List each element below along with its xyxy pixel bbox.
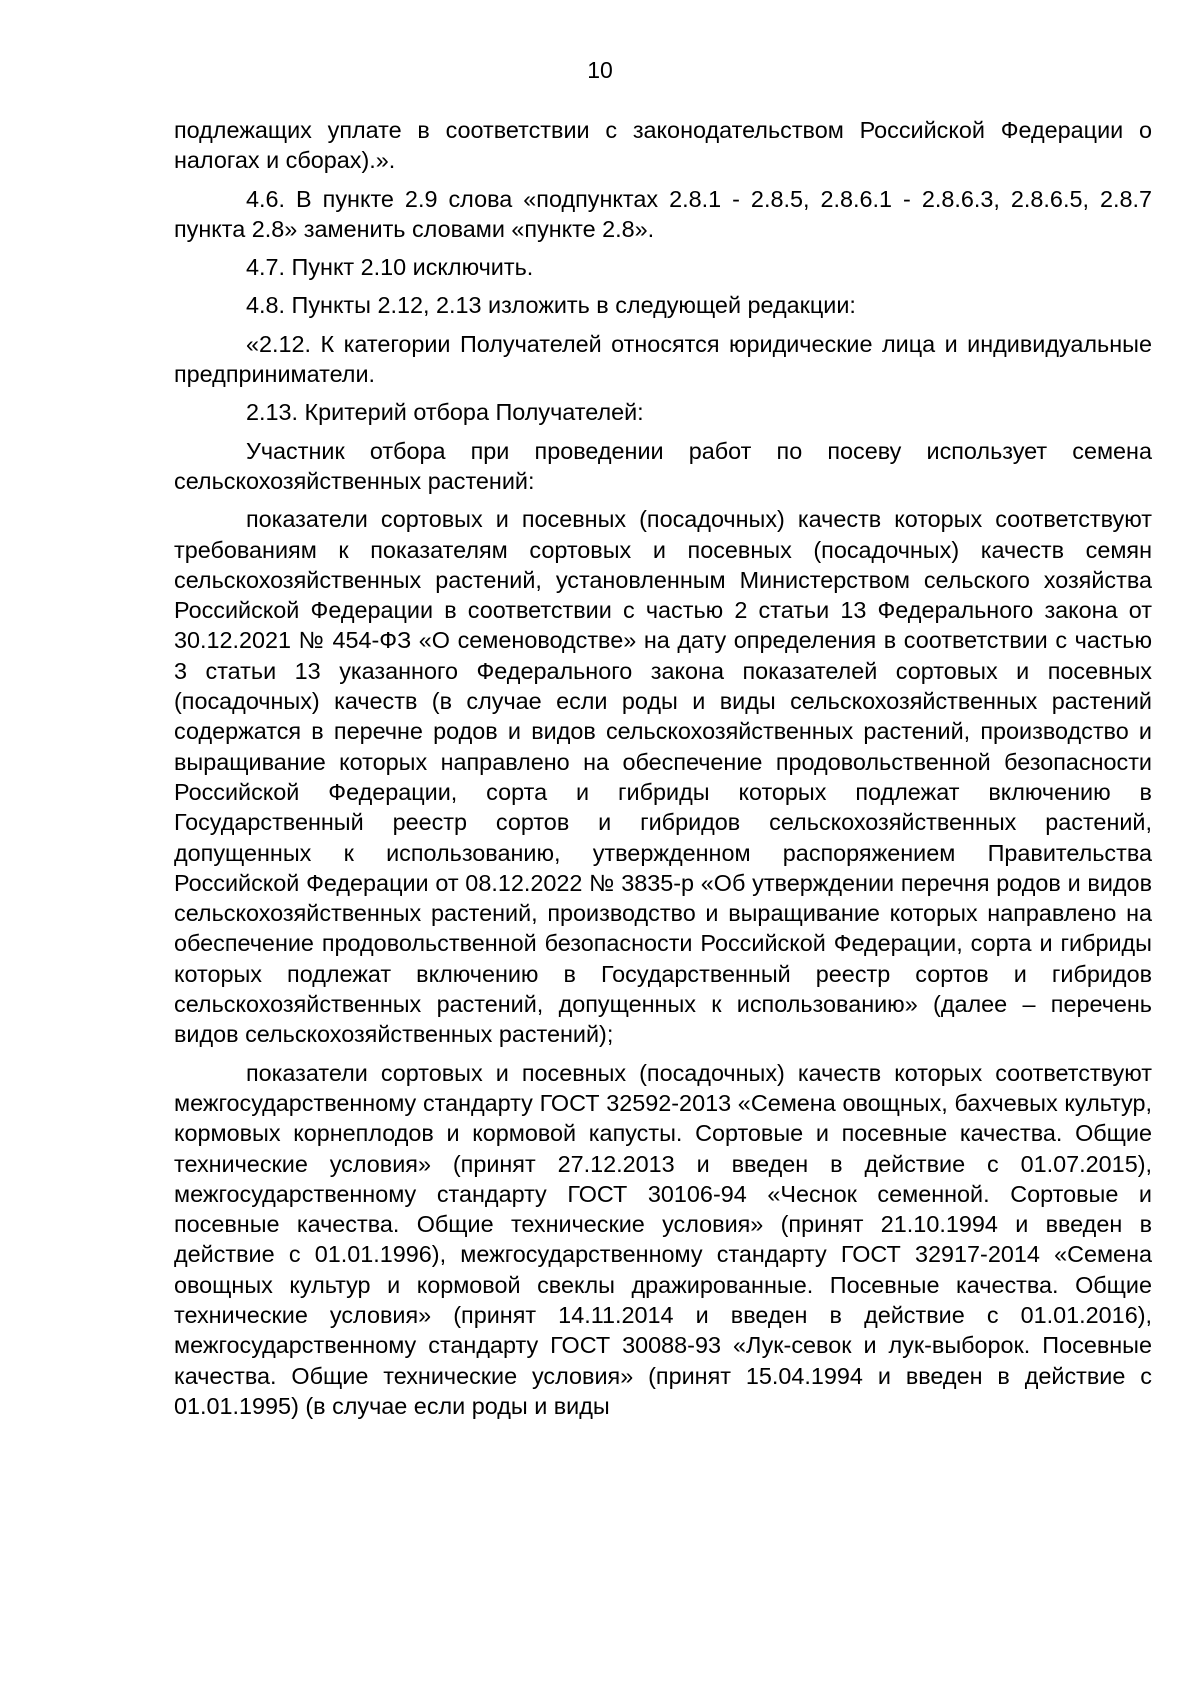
- page-number: 10: [587, 57, 613, 83]
- paragraph-item-2-12: «2.12. К категории Получателей относятся юридические лица и индивидуальные предприниматели.: [174, 330, 1152, 388]
- paragraph-item-4-6: 4.6. В пункте 2.9 слова «подпунктах 2.8.1 - 2.8.5, 2.8.6.1 - 2.8.6.3, 2.8.6.5, 2.8.7 пункта 2.8» заменить словами «пункте 2.8».: [174, 185, 1152, 242]
- paragraph-item-4-7: 4.7. Пункт 2.10 исключить.: [246, 254, 534, 281]
- paragraph-indicators-gost: показатели сортовых и посевных (посадочных) качеств которых соответствуют межгосударственному стандарту ГОСТ 32592-2013 «Семена овощных, бахчевых культур, кормовых корнеплодов и кормовой капусты. Сортовые и посевные качества. Общие технические условия» (принят 27.12.2013 и введен в действие с 01.07.2015), межгосударственному стандарту ГОСТ 30106-94 «Чеснок семенной. Сортовые и посевные качества. Общие технические условия» (принят 21.10.1994 и введен в действие с 01.01.1996), межгосударственному стандарту ГОСТ 32917-2014 «Семена овощных культур и кормовой свеклы дражированные. Посевные качества. Общие технические условия» (принят 14.11.2014 и введен в действие с 01.01.2016), межгосударственному стандарту ГОСТ 30088-93 «Лук-севок и лук-выборок. Посевные качества. Общие технические условия» (принят 15.04.1994 и введен в действие с 01.01.1995) (в случае если роды и виды: [174, 1059, 1152, 1419]
- paragraph-item-4-8: 4.8. Пункты 2.12, 2.13 изложить в следующей редакции:: [246, 292, 856, 319]
- paragraph-seeds-intro: Участник отбора при проведении работ по посеву использует семена сельскохозяйственных растений:: [174, 437, 1152, 494]
- document-body: [174, 115, 1152, 1429]
- paragraph-indicators-requirements: показатели сортовых и посевных (посадочных) качеств которых соответствуют требованиям к показателям сортовых и посевных (посадочных) качеств семян сельскохозяйственных растений, установленным Министерством сельского хозяйства Российской Федерации в соответствии с частью 2 статьи 13 Федерального закона от 30.12.2021 № 454-ФЗ «О семеноводстве» на дату определения в соответствии с частью 3 статьи 13 указанного Федерального закона показателей сортовых и посевных (посадочных) качеств (в случае если роды и виды сельскохозяйственных растений содержатся в перечне родов и видов сельскохозяйственных растений, производство и выращивание которых направлено на обеспечение продовольственной безопасности Российской Федерации, сорта и гибриды которых подлежат включению в Государственный реестр сортов и гибридов сельскохозяйственных растений, допущенных к использованию, утвержденном распоряжением Правительства Российской Федерации от 08.12.2022 № 3835-р «Об утверждении перечня родов и видов сельскохозяйственных растений, производство и выращивание которых направлено на обеспечение продовольственной безопасности Российской Федерации, сорта и гибриды которых подлежат включению в Государственный реестр сортов и гибридов сельскохозяйственных растений, допущенных к использованию» (далее – перечень видов сельскохозяйственных растений);: [174, 506, 1152, 1048]
- paragraph-item-2-13: 2.13. Критерий отбора Получателей:: [246, 399, 644, 426]
- paragraph-continuation: подлежащих уплате в соответствии с законодательством Российской Федерации о налогах и сборах).».: [174, 117, 1152, 174]
